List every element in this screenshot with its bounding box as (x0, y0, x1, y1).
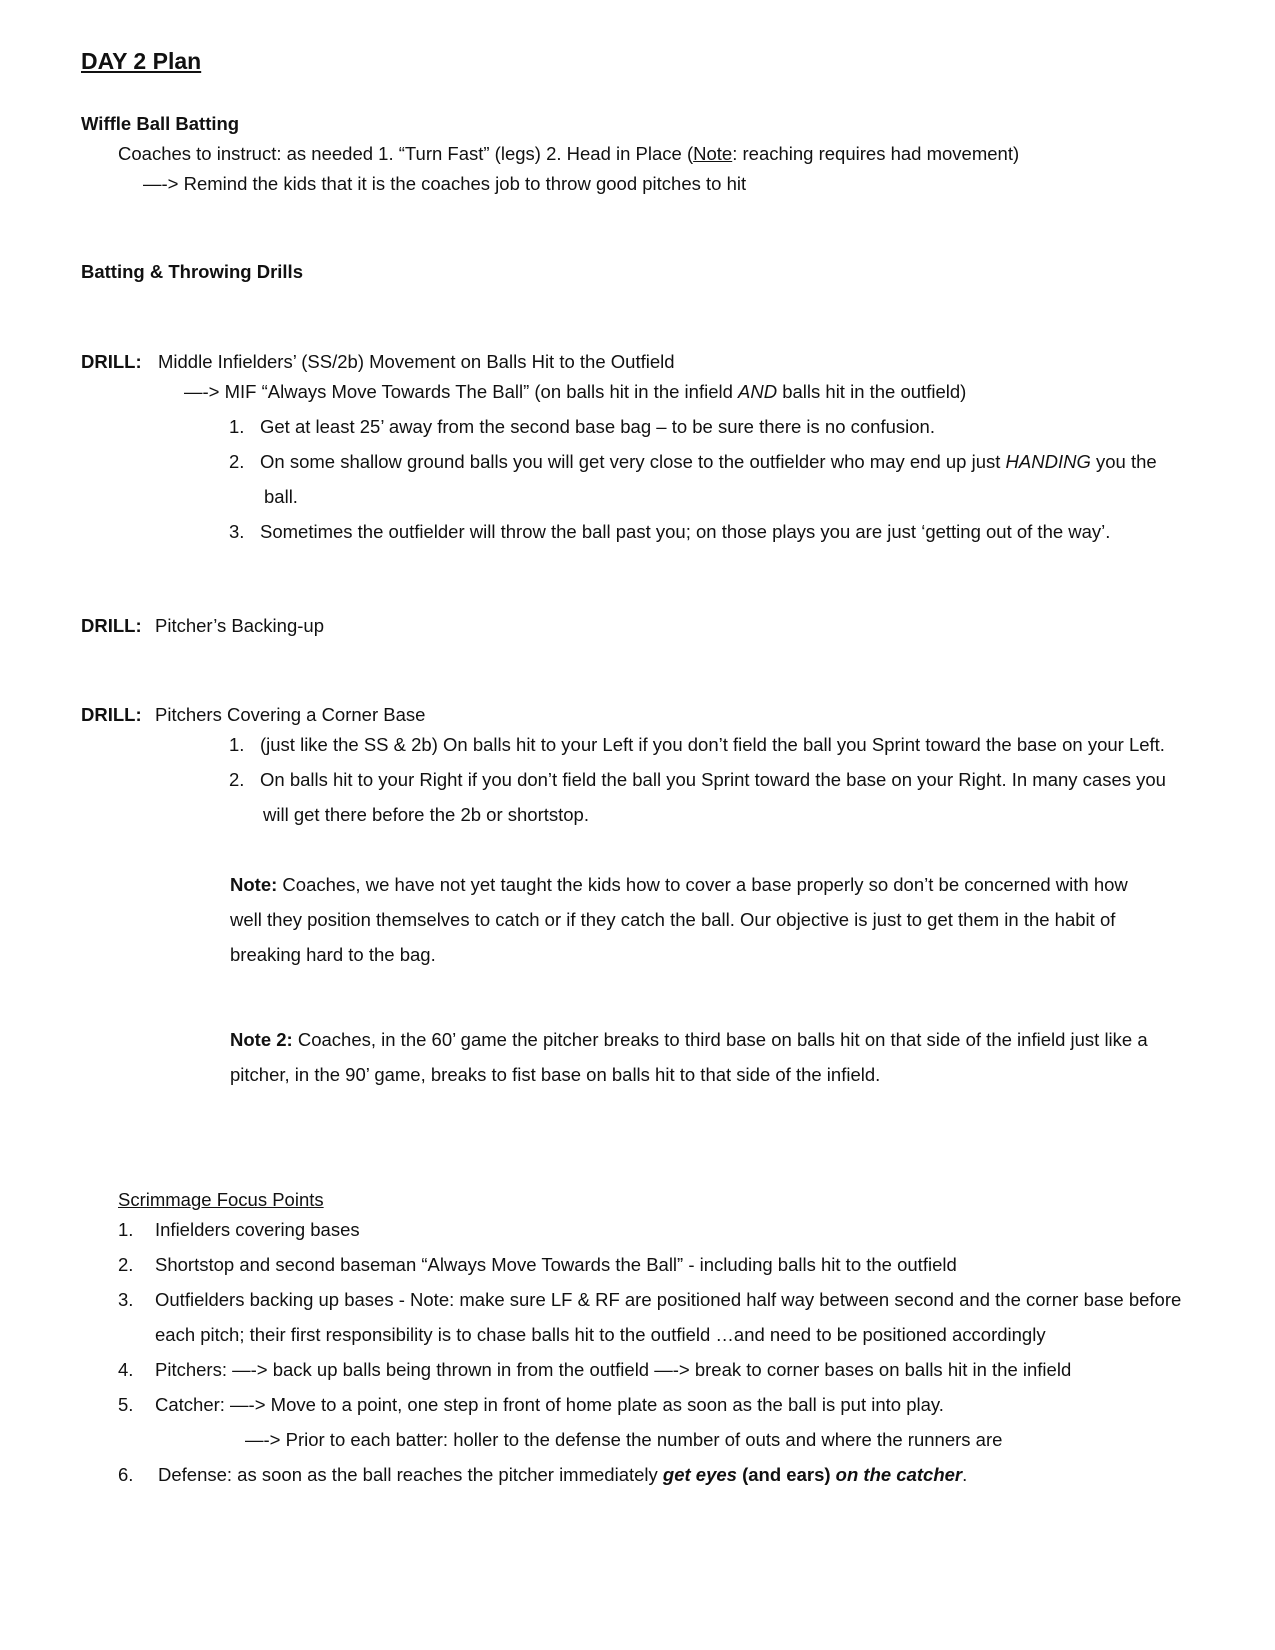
drill1-item1-number: 1. (229, 416, 245, 437)
drill1-label: DRILL: (81, 351, 142, 372)
drill1-title: Middle Infielders’ (SS/2b) Movement on Balls Hit to the Outfield (158, 351, 675, 372)
drill1-item1: Get at least 25’ away from the second base bag – to be sure there is no confusion. (260, 416, 935, 437)
scrimmage-item3: Outfielders backing up bases - Note: make sure LF & RF are positioned half way between second and the corner base before (155, 1289, 1182, 1310)
drill3-item1-number: 1. (229, 734, 245, 755)
scrimmage-item2: Shortstop and second baseman “Always Move Towards the Ball” - including balls hit to the outfield (155, 1254, 957, 1275)
drill3-title: Pitchers Covering a Corner Base (155, 704, 426, 725)
note2-label: Note 2: (230, 1029, 293, 1050)
drill1-item2-text: On some shallow ground balls you will get very close to the outfielder who may end up just (260, 451, 1006, 472)
note2-line1-text: Coaches, in the 60’ game the pitcher breaks to third base on balls hit on that side of the infield just like a (292, 1029, 1148, 1050)
drill3-item2-continuation: will get there before the 2b or shortstop. (263, 804, 589, 825)
scrimmage-item6-period: . (962, 1464, 968, 1485)
scrimmage-item6 (158, 1466, 967, 1485)
wiffle-line1-text: Coaches to instruct: as needed 1. “Turn Fast” (legs) 2. Head in Place ( (118, 143, 694, 164)
wiffle-line1-rest: : reaching requires had movement) (732, 143, 1020, 164)
scrimmage-item4: Pitchers: —-> back up balls being thrown in from the outfield —-> break to corner bases on balls hit in the infield (155, 1359, 1072, 1380)
note1-line1-text: Coaches, we have not yet taught the kids how to cover a base properly so don’t be concerned with how (277, 874, 1128, 895)
scrimmage-item3-continuation: each pitch; their first responsibility is to chase balls hit to the outfield …and need to be positioned accordingly (155, 1324, 1046, 1345)
drill1-item3: Sometimes the outfielder will throw the ball past you; on those plays you are just ‘getting out of the way’. (260, 521, 1111, 542)
scrimmage-item5-number: 5. (118, 1394, 134, 1415)
wiffle-note-label: Note (693, 143, 733, 164)
note2-line2: pitcher, in the 90’ game, breaks to fist base on balls hit to that side of the infield. (230, 1064, 881, 1085)
scrimmage-item1: Infielders covering bases (155, 1219, 360, 1240)
scrimmage-item5: Catcher: —-> Move to a point, one step in front of home plate as soon as the ball is put into play. (155, 1394, 944, 1415)
scrimmage-item4-number: 4. (118, 1359, 134, 1380)
drill3-item1: (just like the SS & 2b) On balls hit to your Left if you don’t field the ball you Sprint toward the base on your Left. (260, 734, 1165, 755)
drill1-item2-emphasis: HANDING (1005, 451, 1091, 472)
page-title: DAY 2 Plan (81, 48, 202, 74)
scrimmage-item3-number: 3. (118, 1289, 134, 1310)
wiffle-instruction-line (118, 145, 1019, 164)
drill1-sub-text: —-> MIF “Always Move Towards The Ball” (on balls hit in the infield (184, 381, 739, 402)
drill1-item2-number: 2. (229, 451, 245, 472)
scrimmage-item6-number: 6. (118, 1464, 134, 1485)
scrimmage-item6-text: Defense: as soon as the ball reaches the pitcher immediately (158, 1464, 663, 1485)
drill3-item2-number: 2. (229, 769, 245, 790)
scrimmage-heading: Scrimmage Focus Points (118, 1189, 324, 1210)
scrimmage-item6-eyes: get eyes (662, 1464, 737, 1485)
scrimmage-item6-ears: (and ears) (736, 1464, 836, 1485)
note1-line2: well they position themselves to catch or if they catch the ball. Our objective is just to get them in the habit of (230, 909, 1116, 930)
scrimmage-item5-continuation: —-> Prior to each batter: holler to the defense the number of outs and where the runners are (245, 1429, 1003, 1450)
drill1-item2-rest: you the (1090, 451, 1157, 472)
scrimmage-item2-number: 2. (118, 1254, 134, 1275)
note1-line1 (230, 876, 1128, 895)
drill1-sub-rest: balls hit in the outfield) (777, 381, 967, 402)
note1-label: Note: (230, 874, 278, 895)
scrimmage-item6-catcher: on the catcher (835, 1464, 963, 1485)
note2-line1 (230, 1031, 1148, 1050)
drill2-label: DRILL: (81, 615, 142, 636)
drill1-item3-number: 3. (229, 521, 245, 542)
batting-heading: Batting & Throwing Drills (81, 261, 303, 282)
drill2-title: Pitcher’s Backing-up (155, 615, 324, 636)
drill1-item2-continuation: ball. (264, 486, 298, 507)
wiffle-heading: Wiffle Ball Batting (81, 113, 240, 134)
wiffle-reminder-line: —-> Remind the kids that it is the coaches job to throw good pitches to hit (143, 173, 747, 194)
drill1-subline (184, 383, 966, 402)
drill3-label: DRILL: (81, 704, 142, 725)
note1-line3: breaking hard to the bag. (230, 944, 436, 965)
drill1-item2 (260, 453, 1157, 472)
drill3-item2: On balls hit to your Right if you don’t field the ball you Sprint toward the base on your Right. In many cases you (260, 769, 1166, 790)
drill1-sub-emphasis: AND (738, 381, 778, 402)
scrimmage-item1-number: 1. (118, 1219, 134, 1240)
